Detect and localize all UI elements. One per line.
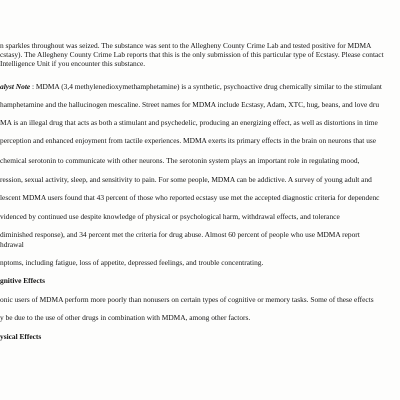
analyst-note-line-4: perception and enhanced enjoyment from tactile experiences. MDMA exerts its primary effects in the brain on neurons that use xyxy=(0,136,377,145)
analyst-note-label: alyst Note xyxy=(0,82,31,91)
intro-line-3: Intelligence Unit if you encounter this substance. xyxy=(0,59,146,68)
analyst-note-line-6: ression, sexual activity, sleep, and sensitivity to pain. For some people, MDMA can be addictive. A survey of young adult and xyxy=(0,175,372,184)
cognitive-line-2: y be due to the use of other drugs in combination with MDMA, among other factors. xyxy=(0,313,251,322)
analyst-note-line-7: lescent MDMA users found that 43 percent of those who reported ecstasy use met the accepted diagnostic criteria for dependenc xyxy=(0,193,380,202)
analyst-note-text: : MDMA (3,4 methylenedioxymethamphetamine) is a synthetic, psychoactive drug chemically similar to the stimulant xyxy=(30,82,382,91)
physical-effects-heading: ysical Effects xyxy=(0,332,42,341)
cognitive-line-1: onic users of MDMA perform more poorly than nonusers on certain types of cognitive or memory tasks. Some of these effects xyxy=(0,295,374,304)
analyst-note-line-8: videnced by continued use despite knowledge of physical or psychological harm, withdrawal effects, and tolerance xyxy=(0,212,340,221)
analyst-note-line-9: diminished response), and 34 percent met the criteria for drug abuse. Almost 60 percent of people who use MDMA report xyxy=(0,230,360,239)
intro-line-1: n sparkles throughout was seized. The substance was sent to the Allegheny County Crime Lab and tested positive for MDMA xyxy=(0,41,372,50)
intro-line-2: cstasy). The Allegheny County Crime Lab reports that this is the only submission of this particular type of Ecstasy. Please contact xyxy=(0,50,384,59)
analyst-note-line-5: chemical serotonin to communicate with other neurons. The serotonin system plays an important role in regulating mood, xyxy=(0,156,360,165)
analyst-note-line-1 xyxy=(0,82,382,91)
analyst-note-line-2: hamphetamine and the hallucinogen mescaline. Street names for MDMA include Ecstasy, Adam, XTC, hug, beans, and love dru xyxy=(0,100,380,109)
analyst-note-line-10: hdrawal xyxy=(0,240,24,249)
analyst-note-line-11: nptoms, including fatigue, loss of appetite, depressed feelings, and trouble concentrating. xyxy=(0,258,264,267)
analyst-note-line-3: MA is an illegal drug that acts as both a stimulant and psychedelic, producing an energizing effect, as well as distortions in time xyxy=(0,118,378,127)
cognitive-effects-heading: gnitive Effects xyxy=(0,276,45,285)
